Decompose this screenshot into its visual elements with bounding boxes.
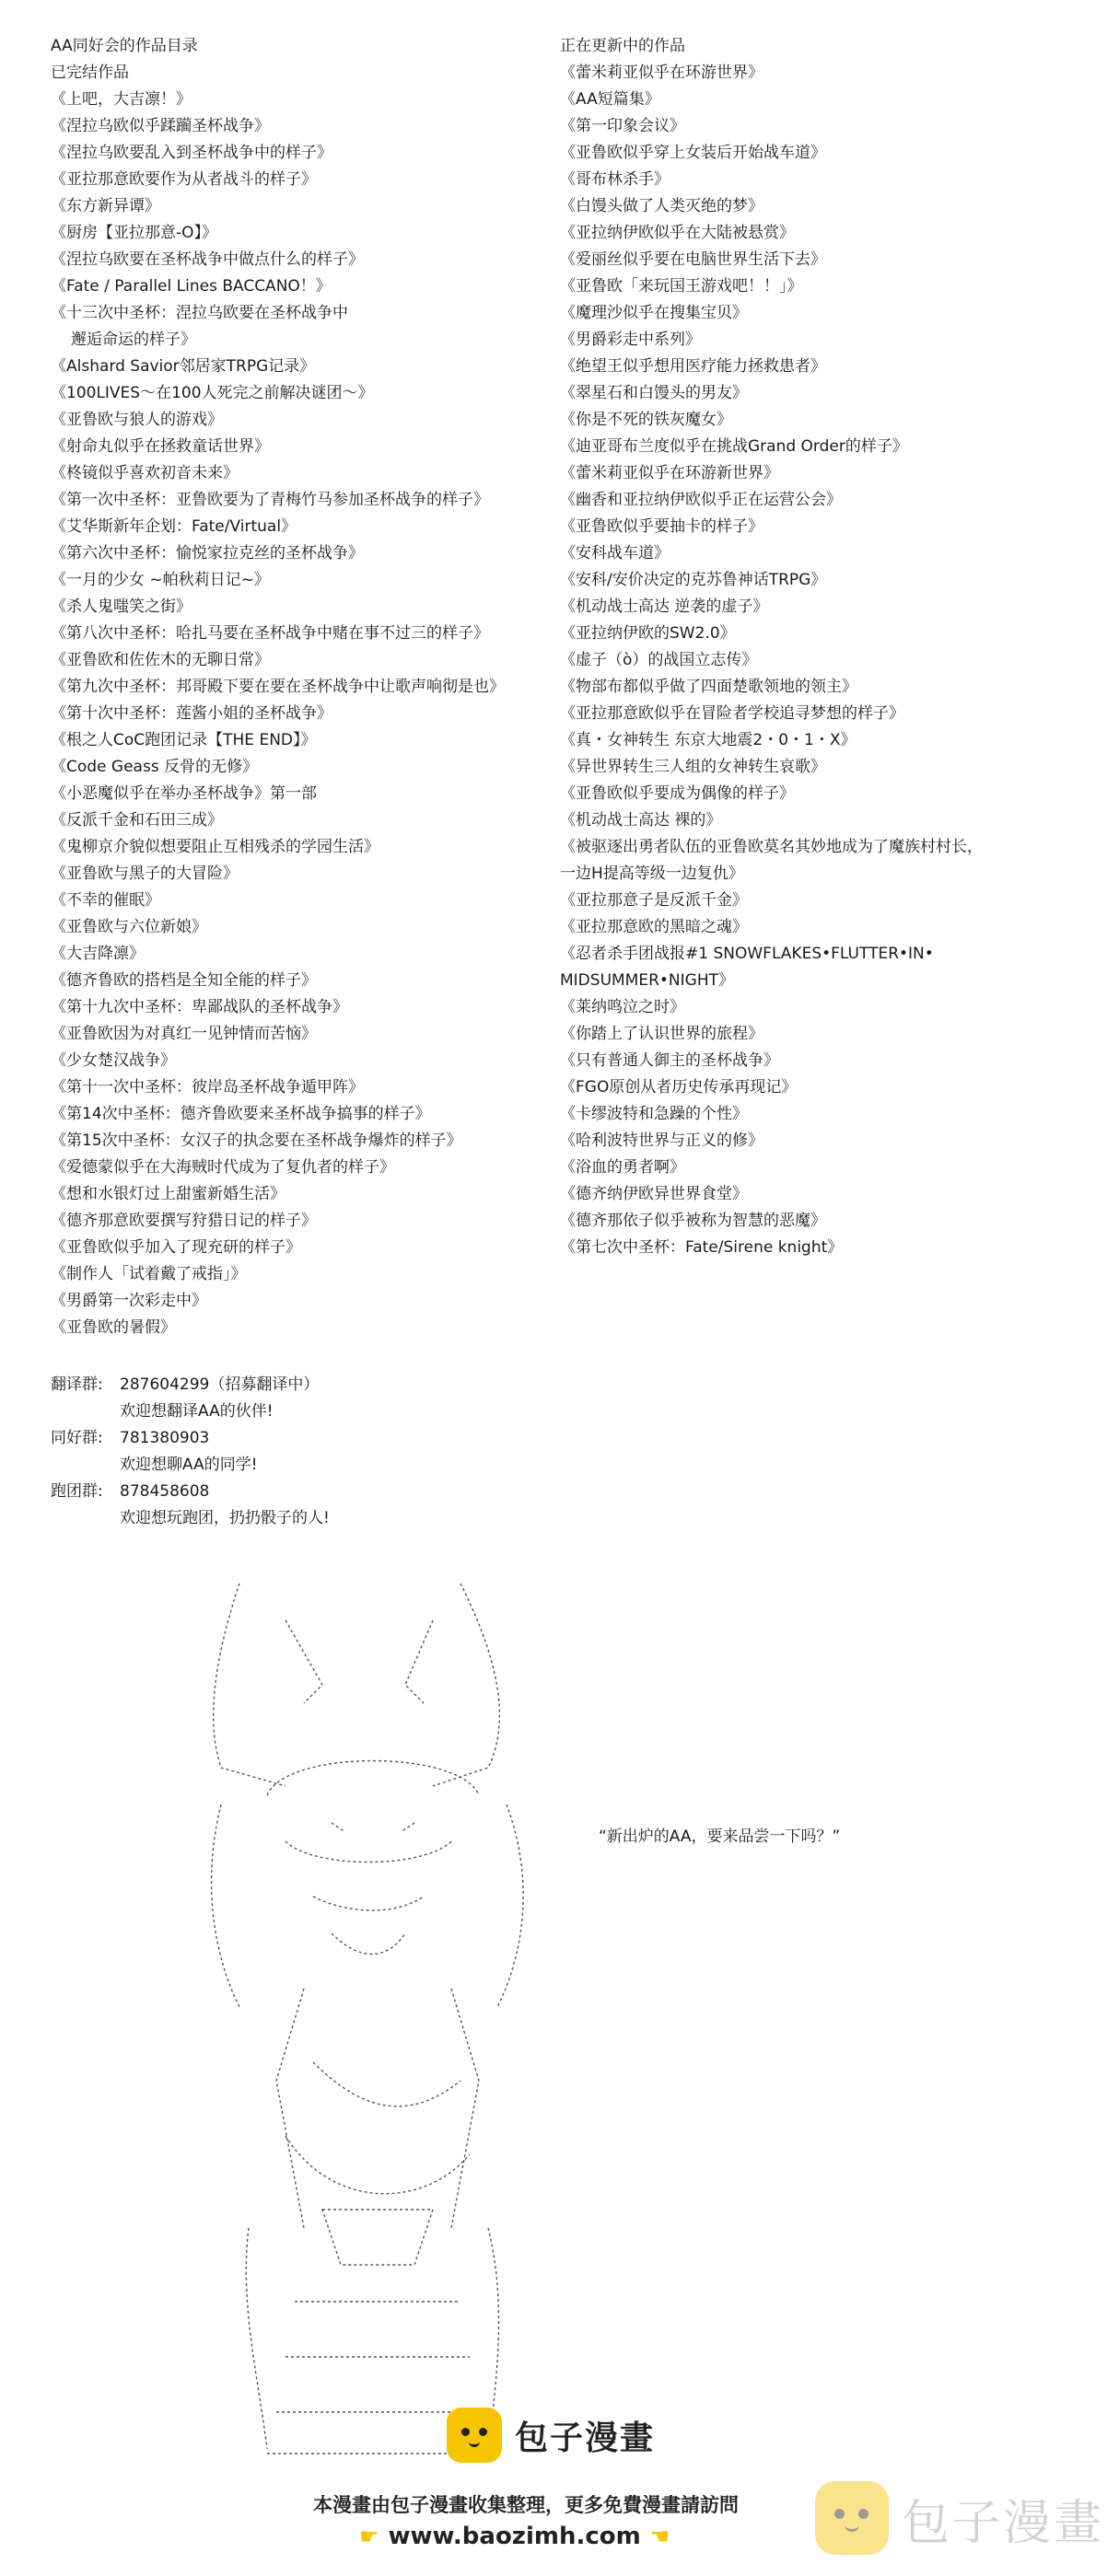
ongoing-work-item: 《真・女神转生 东京大地震2・0・1・X》 bbox=[560, 731, 856, 749]
completed-work-item: 《第九次中圣杯：邦哥殿下要在要在圣杯战争中让歌声响彻是也》 bbox=[51, 678, 505, 696]
aa-quote: “新出炉的AA，要来品尝一下吗？” bbox=[599, 1828, 841, 1846]
translate-group-note: 欢迎想翻译AA的伙伴! bbox=[120, 1402, 274, 1421]
trpg-group-number: 878458608 bbox=[120, 1482, 210, 1501]
baozi-watermark bbox=[815, 2481, 1104, 2555]
ongoing-work-item: 《莱纳鸣泣之时》 bbox=[560, 998, 685, 1016]
ongoing-work-item: 《你是不死的铁灰魔女》 bbox=[560, 411, 732, 429]
ongoing-work-item: 《异世界转生三人组的女神转生哀歌》 bbox=[560, 758, 826, 776]
completed-work-item: 《少女楚汉战争》 bbox=[51, 1051, 176, 1070]
watermark-bun-icon bbox=[815, 2481, 889, 2555]
ongoing-work-item: 《AA短篇集》 bbox=[560, 90, 660, 109]
completed-work-item: 《不幸的催眠》 bbox=[51, 891, 160, 910]
ongoing-work-item: 《机动战士高达 逆袭的虚子》 bbox=[560, 598, 769, 616]
ongoing-work-item: 《FGO原创从者历史传承再现记》 bbox=[560, 1078, 798, 1097]
ongoing-work-item: 《爱丽丝似乎要在电脑世界生活下去》 bbox=[560, 250, 826, 269]
completed-work-item: 《涅拉乌欧要在圣杯战争中做点什么的样子》 bbox=[51, 250, 364, 269]
baozi-logo[interactable] bbox=[447, 2408, 655, 2463]
translate-group-label: 翻译群: bbox=[51, 1375, 103, 1394]
completed-work-item: 《亚鲁欧似乎加入了现充研的样子》 bbox=[51, 1238, 301, 1257]
completed-work-item: 《男爵第一次彩走中》 bbox=[51, 1292, 207, 1310]
completed-work-item: 《上吧，大吉凛！》 bbox=[51, 90, 192, 109]
completed-work-item: 《厨房【亚拉那意-O】》 bbox=[51, 224, 218, 242]
completed-work-item: 《德齐那意欧要撰写狩猎日记的样子》 bbox=[51, 1212, 317, 1230]
ongoing-work-item: 《蕾米莉亚似乎在环游世界》 bbox=[560, 64, 763, 82]
completed-works-column bbox=[51, 33, 548, 1341]
completed-work-item: 《亚鲁欧的暑假》 bbox=[51, 1318, 176, 1337]
completed-work-item: 《根之人CoC跑团记录【THE END】》 bbox=[51, 731, 317, 749]
watermark-text: 包子漫畫 bbox=[902, 2495, 1105, 2551]
ongoing-work-item: 《卡缪波特和急躁的个性》 bbox=[560, 1105, 748, 1123]
completed-work-item: 《柊镜似乎喜欢初音未来》 bbox=[51, 464, 239, 482]
completed-work-item: 《第八次中圣杯：哈扎马要在圣杯战争中赌在事不过三的样子》 bbox=[51, 624, 489, 643]
ongoing-work-item: 《蕾米莉亚似乎在环游新世界》 bbox=[560, 464, 779, 482]
ongoing-work-item: MIDSUMMER•NIGHT》 bbox=[560, 971, 734, 990]
ongoing-work-item: 《虚子（ò）的战国立志传》 bbox=[560, 651, 758, 669]
trpg-group-note: 欢迎想玩跑团，扔扔骰子的人! bbox=[120, 1509, 330, 1527]
completed-work-item: 《射命丸似乎在拯救童话世界》 bbox=[51, 437, 270, 456]
ascii-art-figure bbox=[184, 1565, 571, 2486]
ongoing-heading: 正在更新中的作品 bbox=[560, 37, 685, 55]
completed-work-item: 《鬼柳京介貌似想要阻止互相残杀的学园生活》 bbox=[51, 838, 379, 856]
completed-work-item: 《100LIVES～在100人死完之前解决谜团～》 bbox=[51, 384, 374, 402]
completed-work-item: 《亚鲁欧与狼人的游戏》 bbox=[51, 411, 223, 429]
ongoing-work-item: 《忍者杀手团战报#1 SNOWFLAKES•FLUTTER•IN• bbox=[560, 945, 934, 963]
completed-list bbox=[51, 87, 548, 1341]
ongoing-work-item: 《被驱逐出勇者队伍的亚鲁欧莫名其妙地成为了魔族村村长， bbox=[560, 838, 983, 856]
completed-work-item: 《艾华斯新年企划：Fate/Virtual》 bbox=[51, 517, 297, 536]
ongoing-work-item: 《第七次中圣杯：Fate/Sirene knight》 bbox=[560, 1238, 844, 1257]
translate-group-row bbox=[51, 1372, 530, 1398]
completed-work-item: 《第六次中圣杯：愉悦家拉克丝的圣杯战争》 bbox=[51, 544, 364, 563]
pointing-hand-left-icon: ☚ bbox=[649, 2524, 670, 2549]
completed-work-item: 《第十次中圣杯：莲酱小姐的圣杯战争》 bbox=[51, 704, 332, 723]
ongoing-work-item: 《亚鲁欧似乎穿上女装后开始战车道》 bbox=[560, 144, 826, 162]
completed-work-item: 《亚鲁欧和佐佐木的无聊日常》 bbox=[51, 651, 270, 669]
ongoing-work-item: 《幽香和亚拉纳伊欧似乎正在运营公会》 bbox=[560, 491, 842, 509]
ongoing-work-item: 《亚鲁欧「来玩国王游戏吧！！」》 bbox=[560, 277, 803, 296]
completed-work-item: 《爱德蒙似乎在大海贼时代成为了复仇者的样子》 bbox=[51, 1158, 395, 1177]
footer-url-row bbox=[359, 2523, 670, 2550]
completed-work-item: 《亚拉那意欧要作为从者战斗的样子》 bbox=[51, 170, 317, 189]
ongoing-work-item: 《魔理沙似乎在搜集宝贝》 bbox=[560, 304, 748, 322]
ongoing-work-item: 《亚鲁欧似乎要抽卡的样子》 bbox=[560, 517, 763, 536]
ongoing-work-item: 《亚拉那意欧的黑暗之魂》 bbox=[560, 918, 748, 936]
ongoing-work-item: 《只有普通人御主的圣杯战争》 bbox=[560, 1051, 779, 1070]
ongoing-list bbox=[560, 60, 1094, 1261]
ongoing-work-item: 《你踏上了认识世界的旅程》 bbox=[560, 1025, 763, 1043]
completed-work-item: 《Fate / Parallel Lines BACCANO！》 bbox=[51, 277, 332, 296]
ongoing-work-item: 《亚拉那意子是反派千金》 bbox=[560, 891, 748, 910]
completed-work-item: 《制作人「试着戴了戒指」》 bbox=[51, 1265, 247, 1283]
ongoing-work-item: 《亚拉那意欧似乎在冒险者学校追寻梦想的样子》 bbox=[560, 704, 904, 723]
completed-work-item: 《Code Geass 反骨的无修》 bbox=[51, 758, 259, 776]
completed-work-item: 《第一次中圣杯：亚鲁欧要为了青梅竹马参加圣杯战争的样子》 bbox=[51, 491, 489, 509]
trpg-group-row bbox=[51, 1479, 530, 1505]
completed-work-item: 《第十一次中圣杯：彼岸岛圣杯战争遁甲阵》 bbox=[51, 1078, 364, 1097]
trpg-group-label: 跑团群: bbox=[51, 1482, 103, 1501]
contact-groups bbox=[51, 1372, 530, 1532]
completed-work-item: 《德齐鲁欧的搭档是全知全能的样子》 bbox=[51, 971, 317, 990]
completed-work-item: 《一月的少女 ~帕秋莉日记~》 bbox=[51, 571, 270, 589]
completed-work-item: 《大吉降凛》 bbox=[51, 945, 145, 963]
ongoing-work-item: 《浴血的勇者啊》 bbox=[560, 1158, 685, 1177]
ongoing-work-item: 《安科/安价决定的克苏鲁神话TRPG》 bbox=[560, 571, 827, 589]
ongoing-work-item: 《安科战车道》 bbox=[560, 544, 670, 563]
catalog-title: AA同好会的作品目录 bbox=[51, 37, 198, 55]
ongoing-work-item: 《德齐纳伊欧异世界食堂》 bbox=[560, 1185, 748, 1203]
ongoing-work-item: 《第一印象会议》 bbox=[560, 117, 685, 135]
completed-work-item: 邂逅命运的样子》 bbox=[71, 331, 196, 349]
completed-work-item: 《亚鲁欧因为对真红一见钟情而苦恼》 bbox=[51, 1025, 317, 1043]
pointing-hand-icon: ☛ bbox=[359, 2524, 379, 2549]
completed-work-item: 《十三次中圣杯：涅拉乌欧要在圣杯战争中 bbox=[51, 304, 348, 322]
completed-work-item: 《亚鲁欧与黑子的大冒险》 bbox=[51, 864, 239, 883]
ongoing-work-item: 《男爵彩走中系列》 bbox=[560, 331, 701, 349]
ongoing-works-column bbox=[560, 33, 1094, 1261]
baozi-logo-text: 包子漫畫 bbox=[515, 2419, 656, 2457]
completed-work-item: 《小恶魔似乎在举办圣杯战争》第一部 bbox=[51, 784, 317, 803]
ongoing-work-item: 《哈利波特世界与正义的修》 bbox=[560, 1131, 763, 1150]
ongoing-work-item: 《翠星石和白馒头的男友》 bbox=[560, 384, 748, 402]
ongoing-work-item: 《绝望王似乎想用医疗能力拯救患者》 bbox=[560, 357, 826, 376]
footer-notice: 本漫畫由包子漫畫收集整理，更多免費漫畫請訪問 bbox=[313, 2494, 739, 2516]
ongoing-work-item: 《白馒头做了人类灭绝的梦》 bbox=[560, 197, 763, 215]
translate-group-number: 287604299（招募翻译中） bbox=[120, 1375, 320, 1394]
ongoing-work-item: 《物部布都似乎做了四面楚歌领地的领主》 bbox=[560, 678, 857, 696]
completed-work-item: 《涅拉乌欧似乎蹂躏圣杯战争》 bbox=[51, 117, 270, 135]
footer-banner bbox=[0, 2394, 1107, 2576]
completed-work-item: 《第15次中圣杯：女汉子的执念要在圣杯战争爆炸的样子》 bbox=[51, 1131, 462, 1150]
fan-group-note: 欢迎想聊AA的同学! bbox=[120, 1456, 258, 1474]
ongoing-work-item: 《亚拉纳伊欧的SW2.0》 bbox=[560, 624, 736, 643]
ongoing-work-item: 《机动战士高达 裸的》 bbox=[560, 811, 722, 830]
ongoing-work-item: 《哥布林杀手》 bbox=[560, 170, 670, 189]
ongoing-work-item: 《迪亚哥布兰度似乎在挑战Grand Order的样子》 bbox=[560, 437, 908, 456]
completed-work-item: 《想和水银灯过上甜蜜新婚生活》 bbox=[51, 1185, 285, 1203]
completed-work-item: 《第十九次中圣杯：卑鄙战队的圣杯战争》 bbox=[51, 998, 348, 1016]
baozi-bun-icon bbox=[447, 2408, 502, 2463]
completed-work-item: 《涅拉乌欧要乱入到圣杯战争中的样子》 bbox=[51, 144, 332, 162]
completed-work-item: 《亚鲁欧与六位新娘》 bbox=[51, 918, 207, 936]
ongoing-work-item: 一边H提高等级一边复仇》 bbox=[560, 864, 744, 883]
ongoing-work-item: 《亚拉纳伊欧似乎在大陆被悬赏》 bbox=[560, 224, 795, 242]
completed-work-item: 《反派千金和石田三成》 bbox=[51, 811, 223, 830]
fan-group-label: 同好群: bbox=[51, 1429, 103, 1447]
completed-heading: 已完结作品 bbox=[51, 64, 129, 82]
completed-work-item: 《第14次中圣杯：德齐鲁欧要来圣杯战争搞事的样子》 bbox=[51, 1105, 431, 1123]
completed-work-item: 《Alshard Savior邻居家TRPG记录》 bbox=[51, 357, 316, 376]
fan-group-row bbox=[51, 1425, 530, 1452]
ongoing-work-item: 《亚鲁欧似乎要成为偶像的样子》 bbox=[560, 784, 795, 803]
fan-group-number: 781380903 bbox=[120, 1429, 210, 1447]
footer-url-link[interactable]: www.baozimh.com bbox=[388, 2523, 641, 2550]
ongoing-work-item: 《德齐那依子似乎被称为智慧的恶魔》 bbox=[560, 1212, 826, 1230]
completed-work-item: 《杀人鬼嗤笑之街》 bbox=[51, 598, 192, 616]
completed-work-item: 《东方新异谭》 bbox=[51, 197, 160, 215]
